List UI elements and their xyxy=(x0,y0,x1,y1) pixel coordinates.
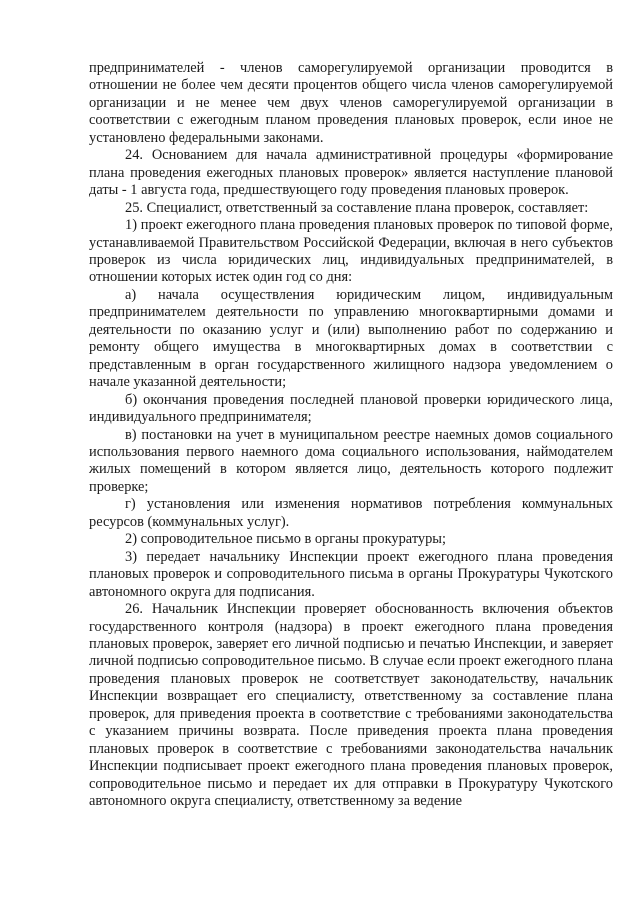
paragraph-25-item-2: 2) сопроводительное письмо в органы прокуратуры; xyxy=(125,531,446,548)
paragraph-26: 26. Начальник Инспекции проверяет обоснованность включения объектов государственного контроля (надзора) в проект ежегодного плана проведения плановых проверок, заверяет его личной подписью и печатью Инспекции, и заверяет личной подписью сопроводительное письмо. В случае если проект ежегодного плана проведения плановых проверок не соответствует законодательству, начальник Инспекции возвращает его специалисту, ответственному за составление плана проверок, для приведения проекта в соответствие с требованиями законодательства с указанием причины возврата. После приведения проекта плана проведения плановых проверок в соответствие с требованиями законодательства начальник Инспекции подписывает проект ежегодного плана проведения плановых проверок, сопроводительное письмо и передает их для отправки в Прокуратуру Чукотского автономного округа специалисту, ответственному за ведение xyxy=(89,601,613,810)
paragraph-25-subitem-v: в) постановки на учет в муниципальном реестре наемных домов социального использования первого наемного дома социального использования, наймодателем жилых помещений в котором является лицо, деятельность которого подлежит проверке; xyxy=(89,426,613,495)
paragraph-25-subitem-b: б) окончания проведения последней плановой проверки юридического лица, индивидуального предпринимателя; xyxy=(89,391,613,426)
paragraph-25-subitem-g: г) установления или изменения нормативов потребления коммунальных ресурсов (коммунальных услуг). xyxy=(89,496,613,530)
paragraph-24: 24. Основанием для начала административной процедуры «формирование плана проведения ежегодных плановых проверок» является наступление плановой даты - 1 августа года, предшествующего году проведения плановых проверок. xyxy=(89,147,613,199)
paragraph-25: 25. Специалист, ответственный за составление плана проверок, составляет: xyxy=(125,199,589,216)
paragraph-25-item-1: 1) проект ежегодного плана проведения плановых проверок по типовой форме, устанавливаемой Правительством Российской Федерации, включая в него субъектов проверок из числа юридических лиц, индивидуальных предпринимателей, в отношении которых истек один год со дня: xyxy=(89,217,613,286)
paragraph-25-item-3: 3) передает начальнику Инспекции проект ежегодного плана проведения плановых проверок и сопроводительного письма в органы Прокуратуры Чукотского автономного округа для подписания. xyxy=(89,548,613,600)
paragraph-continuation: предпринимателей - членов саморегулируемой организации проводится в отношении не более чем десяти процентов общего числа членов саморегулируемой организации и не менее чем двух членов саморегулируемой организации в соответствии с ежегодным планом проведения плановых проверок, если иное не установлено федеральными законами. xyxy=(89,60,613,146)
paragraph-25-subitem-a: а) начала осуществления юридическим лицом, индивидуальным предпринимателем деятельности по управлению многоквартирными домами и деятельности по оказанию услуг и (или) выполнению работ по содержанию и ремонту общего имущества в многоквартирных домах в соответствии с представленным в орган государственного жилищного надзора уведомлением о начале указанной деятельности; xyxy=(89,286,613,391)
document-page xyxy=(89,60,613,810)
